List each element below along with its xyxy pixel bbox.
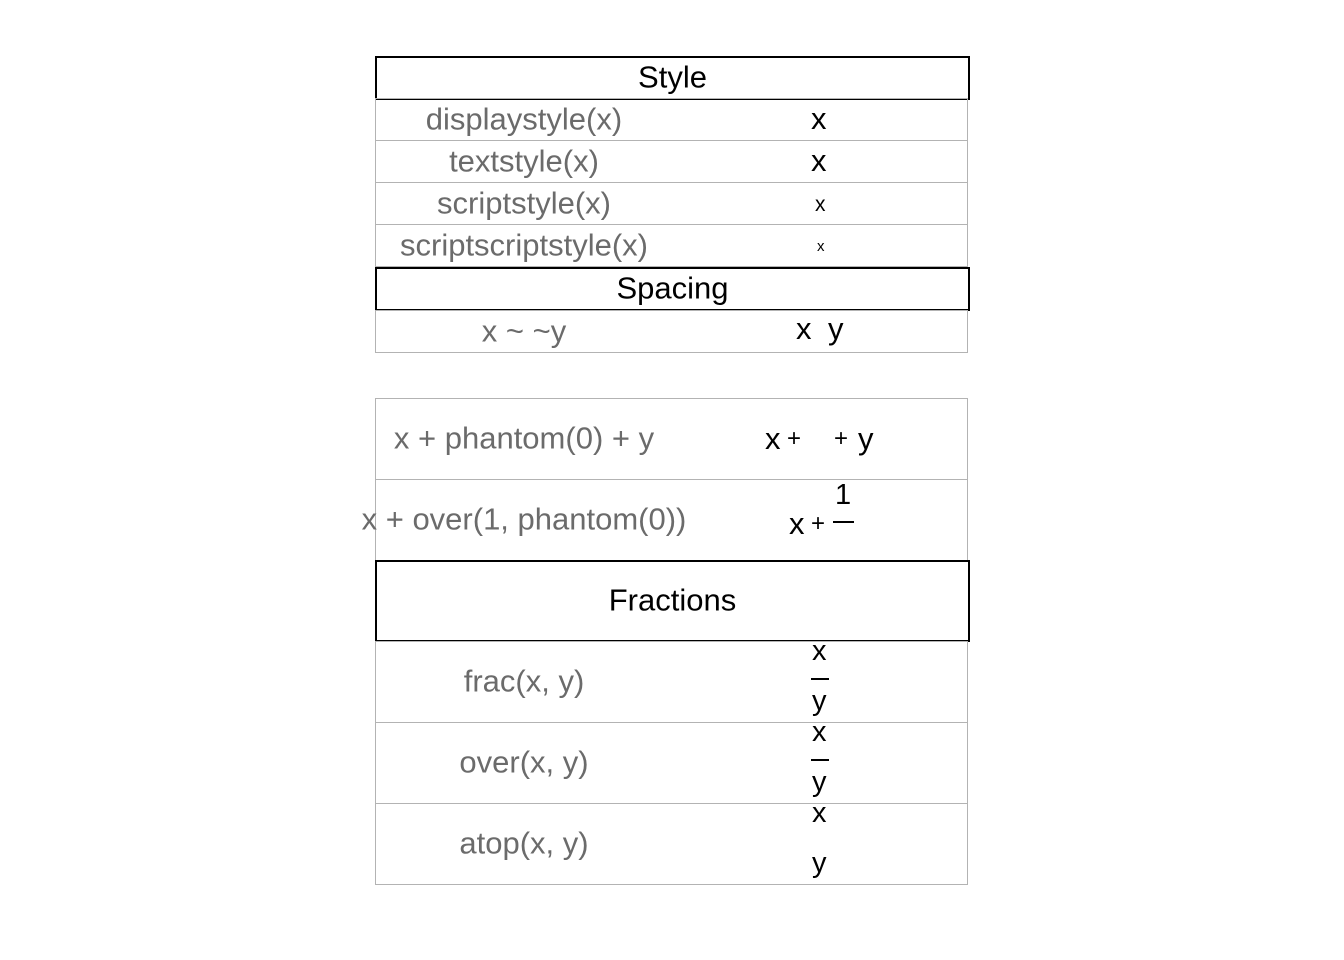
rendered-plus: + <box>787 425 802 452</box>
table-row <box>375 182 968 225</box>
fraction-bar <box>833 521 854 523</box>
fraction-denominator: y <box>812 685 827 717</box>
fraction-denominator: y <box>812 847 827 879</box>
expression-label: scriptscriptstyle(x) <box>399 226 649 262</box>
rendered-result-y: y <box>858 421 874 456</box>
rendered-result-x: x <box>789 506 805 541</box>
table-row <box>375 140 968 183</box>
fraction-bar <box>811 678 829 680</box>
table-row <box>375 797 968 885</box>
table-row <box>375 98 968 141</box>
expression-label: scriptstyle(x) <box>437 184 611 220</box>
expression-label: displaystyle(x) <box>425 100 623 136</box>
style-header <box>375 56 970 100</box>
rendered-result: x <box>811 101 827 136</box>
rendered-result-y: y <box>828 311 844 346</box>
style-header-label: Style <box>638 59 707 95</box>
expression-label: frac(x, y) <box>463 663 585 699</box>
spacing-header-label: Spacing <box>616 270 729 306</box>
fractions-header <box>375 560 970 642</box>
rendered-result: x <box>815 193 826 216</box>
table-row <box>375 716 968 804</box>
rendered-result-x: x <box>796 311 812 346</box>
fraction-numerator: 1 <box>835 479 852 511</box>
fractions-header-label: Fractions <box>608 582 737 618</box>
fraction-numerator: x <box>812 797 827 829</box>
rendered-plus: + <box>811 510 826 537</box>
table-row <box>375 310 968 353</box>
expression-label: x + over(1, phantom(0)) <box>361 501 687 537</box>
spacing-header <box>375 267 970 311</box>
fraction-numerator: x <box>812 635 827 667</box>
expression-label: x + phantom(0) + y <box>393 420 655 456</box>
expression-label: x ~ ~y <box>481 312 567 348</box>
fraction-bar <box>811 759 829 761</box>
fraction-numerator: x <box>812 716 827 748</box>
table-row <box>375 398 968 480</box>
expression-label: textstyle(x) <box>449 142 599 178</box>
expression-label: atop(x, y) <box>459 825 589 861</box>
table-row <box>375 224 968 267</box>
table-row <box>361 479 968 561</box>
fraction-denominator: y <box>812 766 827 798</box>
rendered-result: x <box>811 143 827 178</box>
rendered-plus: + <box>834 425 849 452</box>
table-row <box>375 635 968 723</box>
rendered-result-x: x <box>765 421 781 456</box>
expression-label: over(x, y) <box>459 744 589 780</box>
rendered-result: x <box>817 238 825 255</box>
